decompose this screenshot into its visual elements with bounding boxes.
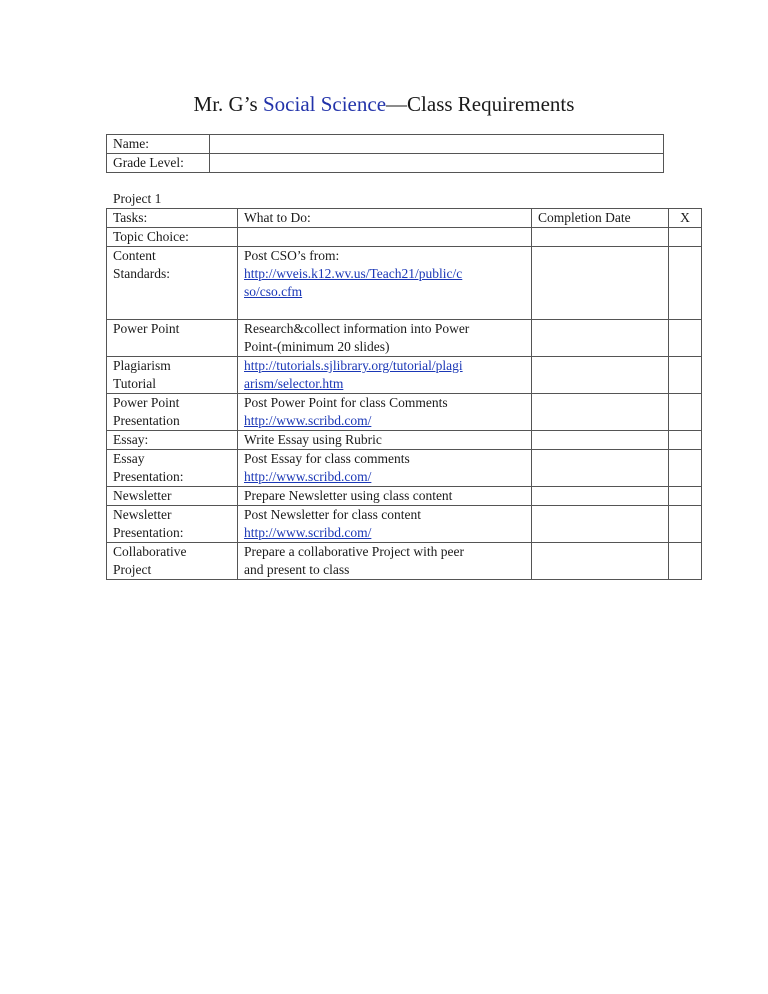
task-cell: [107, 506, 238, 543]
header-what-to-do: What to Do:: [238, 209, 532, 228]
url-link[interactable]: arism/selector.htm: [244, 376, 344, 391]
check-cell[interactable]: [669, 450, 702, 487]
task-table: [106, 208, 702, 580]
check-cell[interactable]: [669, 247, 702, 320]
task-label-line: Collaborative: [113, 544, 187, 559]
what-to-do-cell: [238, 543, 532, 580]
check-cell[interactable]: [669, 394, 702, 431]
what-to-do-cell: [238, 506, 532, 543]
task-label-line: Plagiarism: [113, 358, 171, 373]
completion-date-cell[interactable]: [532, 487, 669, 506]
table-row: [107, 431, 702, 450]
task-label-line: Presentation: [113, 413, 180, 428]
task-cell: [107, 228, 238, 247]
table-row: [107, 320, 702, 357]
header-tasks: Tasks:: [107, 209, 238, 228]
check-cell[interactable]: [669, 487, 702, 506]
url-link[interactable]: http://www.scribd.com/: [244, 413, 372, 428]
what-to-do-cell: [238, 431, 532, 450]
grade-field[interactable]: [210, 154, 664, 173]
student-info-table: [106, 134, 664, 173]
table-row: [107, 543, 702, 580]
table-row: [107, 247, 702, 320]
task-cell: [107, 394, 238, 431]
completion-date-cell[interactable]: [532, 357, 669, 394]
check-cell[interactable]: [669, 506, 702, 543]
instruction-text: Post CSO’s from:: [244, 248, 340, 263]
table-row: [107, 228, 702, 247]
what-to-do-cell: [238, 450, 532, 487]
instruction-text: Point-(minimum 20 slides): [244, 339, 390, 354]
grade-label: Grade Level:: [107, 154, 210, 173]
instruction-text: and present to class: [244, 562, 350, 577]
cell-spacer: [244, 301, 531, 319]
title-suffix: —Class Requirements: [386, 92, 575, 116]
completion-date-cell[interactable]: [532, 506, 669, 543]
instruction-text: Post Newsletter for class content: [244, 507, 421, 522]
completion-date-cell[interactable]: [532, 228, 669, 247]
task-label-line: Newsletter: [113, 507, 172, 522]
completion-date-cell[interactable]: [532, 450, 669, 487]
table-row: [107, 506, 702, 543]
task-label-line: Content: [113, 248, 156, 263]
name-label: Name:: [107, 135, 210, 154]
project-label: Project 1: [113, 191, 162, 206]
instruction-text: Write Essay using Rubric: [244, 432, 382, 447]
header-completion-date: Completion Date: [532, 209, 669, 228]
what-to-do-cell: [238, 487, 532, 506]
instruction-text: Post Power Point for class Comments: [244, 395, 448, 410]
task-label-line: Essay:: [113, 432, 149, 447]
task-cell: [107, 450, 238, 487]
table-row: [107, 450, 702, 487]
table-row: [107, 394, 702, 431]
table-row: [107, 487, 702, 506]
task-label-line: Power Point: [113, 321, 180, 336]
check-cell[interactable]: [669, 431, 702, 450]
what-to-do-cell: [238, 357, 532, 394]
check-cell[interactable]: [669, 357, 702, 394]
title-prefix: Mr. G’s: [193, 92, 263, 116]
task-label-line: Presentation:: [113, 525, 184, 540]
what-to-do-cell: [238, 394, 532, 431]
instruction-text: Research&collect information into Power: [244, 321, 470, 336]
task-label-line: Power Point: [113, 395, 180, 410]
url-link[interactable]: so/cso.cfm: [244, 284, 303, 299]
task-cell: [107, 431, 238, 450]
check-cell[interactable]: [669, 228, 702, 247]
task-label-line: Topic Choice:: [113, 229, 189, 244]
instruction-text: Post Essay for class comments: [244, 451, 410, 466]
completion-date-cell[interactable]: [532, 543, 669, 580]
table-header-row: [107, 209, 702, 228]
task-cell: [107, 320, 238, 357]
completion-date-cell[interactable]: [532, 431, 669, 450]
instruction-text: Prepare Newsletter using class content: [244, 488, 453, 503]
url-link[interactable]: http://www.scribd.com/: [244, 469, 372, 484]
task-label-line: Newsletter: [113, 488, 172, 503]
task-label-line: Project: [113, 562, 152, 577]
task-label-line: Tutorial: [113, 376, 157, 391]
task-cell: [107, 357, 238, 394]
task-cell: [107, 487, 238, 506]
name-row: [107, 135, 664, 154]
grade-row: [107, 154, 664, 173]
check-cell[interactable]: [669, 320, 702, 357]
task-cell: [107, 247, 238, 320]
task-label-line: Presentation:: [113, 469, 184, 484]
what-to-do-cell: [238, 247, 532, 320]
url-link[interactable]: http://tutorials.sjlibrary.org/tutorial/plagi: [244, 358, 463, 373]
title-accent: Social Science: [262, 92, 387, 116]
completion-date-cell[interactable]: [532, 247, 669, 320]
page-title: [0, 92, 768, 117]
name-field[interactable]: [210, 135, 664, 154]
instruction-text: Prepare a collaborative Project with peer: [244, 544, 465, 559]
url-link[interactable]: http://www.scribd.com/: [244, 525, 372, 540]
header-check: X: [669, 209, 702, 228]
url-link[interactable]: http://wveis.k12.wv.us/Teach21/public/c: [244, 266, 463, 281]
task-label-line: Essay: [113, 451, 145, 466]
table-row: [107, 357, 702, 394]
what-to-do-cell: [238, 228, 532, 247]
completion-date-cell[interactable]: [532, 394, 669, 431]
completion-date-cell[interactable]: [532, 320, 669, 357]
check-cell[interactable]: [669, 543, 702, 580]
what-to-do-cell: [238, 320, 532, 357]
task-label-line: Standards:: [113, 266, 170, 281]
task-cell: [107, 543, 238, 580]
